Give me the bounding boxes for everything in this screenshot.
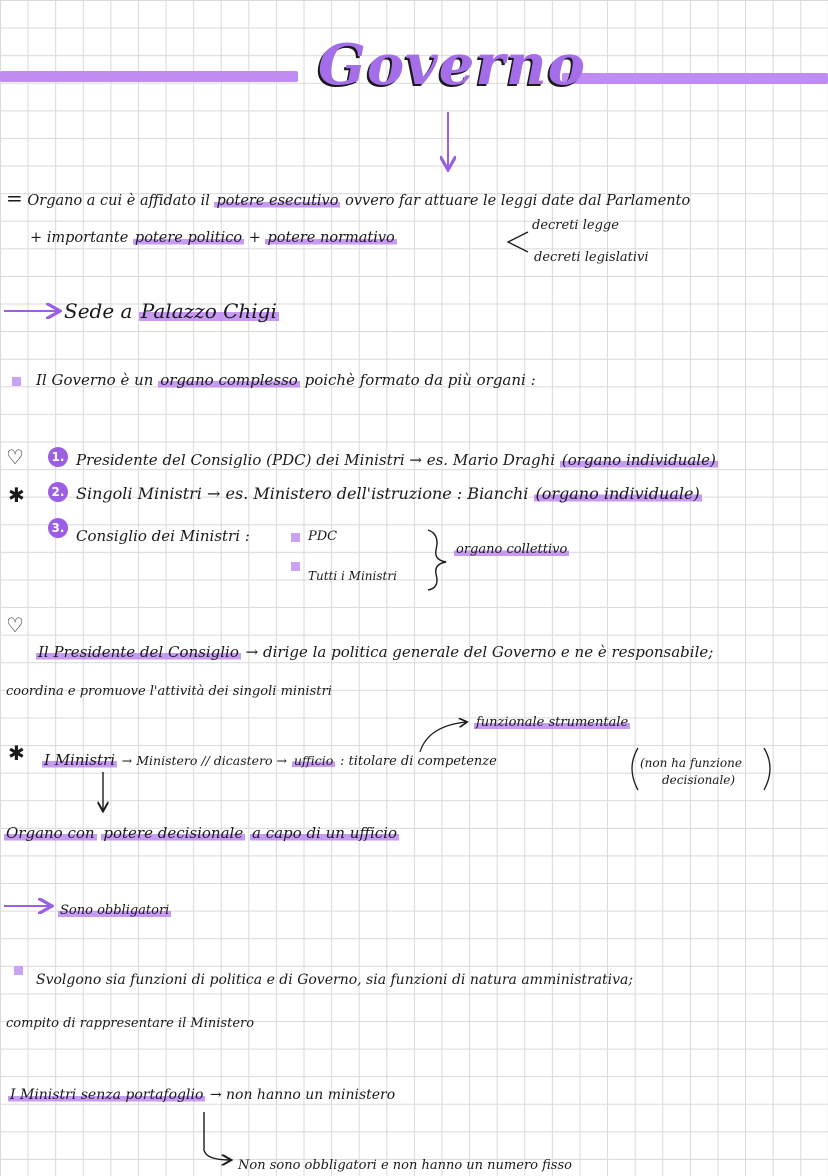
bullet-square <box>12 377 21 386</box>
definition-line <box>6 188 690 211</box>
organo-item-2 <box>76 484 702 504</box>
organo-individuale-1: (organo individuale) <box>561 451 716 469</box>
organo-con: Organo con <box>6 824 95 842</box>
sede-text: Sede a <box>64 299 133 323</box>
presidente-desc: → dirige la politica generale del Governo e ne è responsabile; <box>245 643 714 661</box>
organo-complesso: organo complesso <box>160 371 298 389</box>
page-title: Governo <box>318 32 586 98</box>
equals-sign: = <box>6 186 23 210</box>
heart-icon: ♡ <box>6 445 24 469</box>
hook-arrow <box>204 1112 230 1160</box>
sub-bullet-ministri <box>291 562 300 571</box>
definition-rest: ovvero far attuare le leggi date dal Parlamento <box>345 193 691 209</box>
svolgono-line: Svolgono sia funzioni di politica e di Governo, sia funzioni di natura amministrativa; <box>36 972 634 988</box>
a-capo-ufficio: a capo di un ufficio <box>251 824 398 842</box>
organo-collettivo-text: organo collettivo <box>456 542 568 557</box>
rappresentare-line: compito di rappresentare il Ministero <box>6 1016 255 1031</box>
star-icon-2: ✱ <box>8 741 25 765</box>
palazzo-chigi: Palazzo Chigi <box>140 299 277 323</box>
pdc-label: (PDC) <box>266 451 312 469</box>
organo-decisionale-line <box>4 823 399 843</box>
organo-item-1 <box>76 450 718 470</box>
non-hanno-ministero: → non hanno un ministero <box>209 1087 396 1103</box>
definition-text: Organo a cui è affidato il <box>27 193 210 209</box>
sub-item-ministri: Tutti i Ministri <box>308 569 397 583</box>
decisionale: decisionale) <box>662 773 736 787</box>
presidente-line <box>36 642 713 662</box>
organo-item-3: Consiglio dei Ministri : <box>76 527 250 545</box>
funzionale-strumentale-text: funzionale strumentale <box>476 715 629 730</box>
number-badge-1: 1. <box>48 447 68 467</box>
number-badge-3: 3. <box>48 518 68 538</box>
ministri-senza-portafoglio: I Ministri senza portafoglio <box>10 1087 204 1103</box>
header-bar-right <box>562 73 828 84</box>
organo-individuale-2: (organo individuale) <box>535 484 700 503</box>
branch-decreti <box>508 232 528 252</box>
paren-right <box>764 748 770 790</box>
potere-esecutivo: potere esecutivo <box>216 193 339 209</box>
poteri-line <box>30 228 397 248</box>
potere-decisionale: potere decisionale <box>103 824 244 842</box>
complesso-text: Il Governo è un <box>36 371 154 389</box>
ufficio: ufficio <box>293 753 334 768</box>
potere-normativo: potere normativo <box>267 230 395 246</box>
presidente-del-consiglio: Il Presidente del Consiglio <box>38 643 239 661</box>
decreti-legislativi: decreti legislativi <box>534 250 649 265</box>
non-obbligatori: Non sono obbligatori e non hanno un numero fisso <box>238 1158 572 1173</box>
funzionale-strumentale <box>474 713 630 733</box>
senza-portafoglio-line <box>8 1085 395 1105</box>
singoli-ministri: Singoli Ministri → es. Ministero dell'istruzione : Bianchi <box>76 484 529 503</box>
complesso-rest: poichè formato da più organi : <box>304 371 536 389</box>
presidente-desc-2: coordina e promuove l'attività dei singoli ministri <box>6 684 332 699</box>
organo-collettivo <box>454 540 569 560</box>
dei-ministri-text: dei Ministri → es. Mario Draghi <box>316 451 556 469</box>
potere-politico: potere politico <box>134 230 243 246</box>
paren-left <box>632 748 638 790</box>
titolare-competenze: : titolare di competenze <box>340 754 497 769</box>
sono-obbligatori <box>58 901 171 921</box>
non-ha-funzione: (non ha funzione <box>640 756 742 770</box>
collettivo-brace <box>428 530 446 590</box>
ministero-dicastero: → Ministero // dicastero → <box>121 753 288 768</box>
importante-text: + importante <box>30 230 129 246</box>
i-ministri: I Ministri <box>44 751 116 769</box>
sede-line <box>64 298 279 324</box>
funzionale-arrow <box>420 722 466 752</box>
sub-item-pdc: PDC <box>308 529 338 544</box>
header-bar-left <box>0 71 298 82</box>
ministri-line <box>42 750 497 772</box>
bullet-square-2 <box>14 966 23 975</box>
decreti-legge: decreti legge <box>532 218 619 233</box>
heart-icon-2: ♡ <box>6 613 24 637</box>
plus-sign: + <box>248 230 261 246</box>
sub-bullet-pdc <box>291 533 300 542</box>
presidente-consiglio: Presidente del Consiglio <box>76 451 262 469</box>
complesso-line <box>36 370 536 390</box>
star-icon: ✱ <box>8 483 25 507</box>
sono-obbligatori-text: Sono obbligatori <box>60 903 170 918</box>
number-badge-2: 2. <box>48 482 68 502</box>
